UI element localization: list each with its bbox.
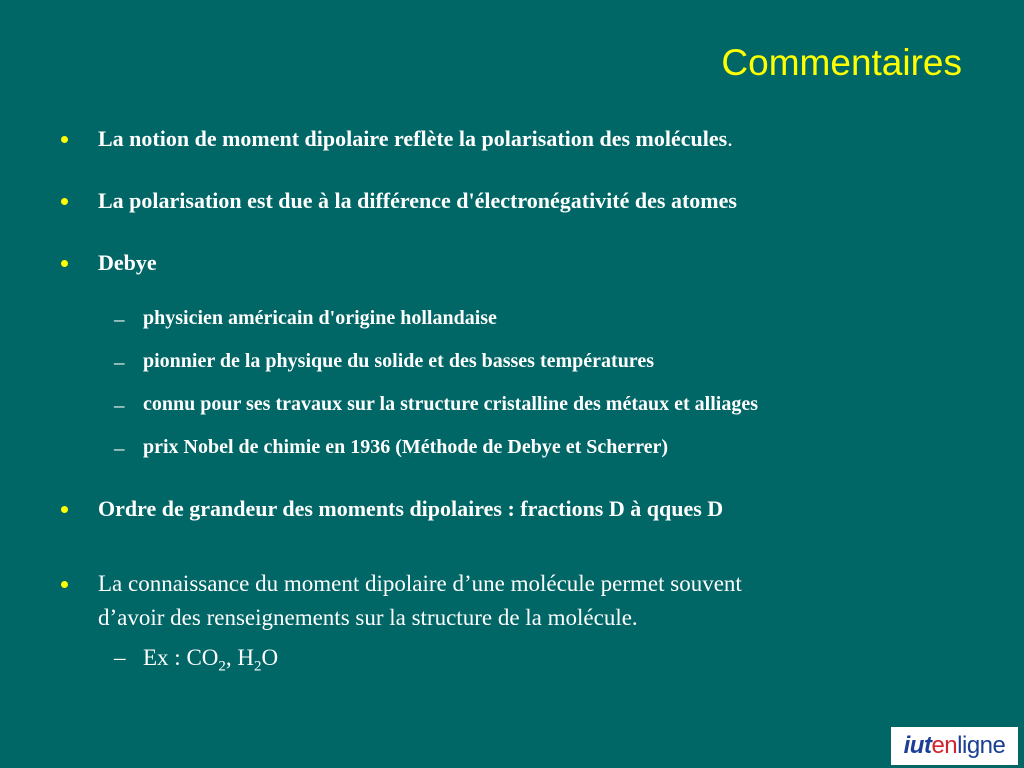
logo-iut: iut — [903, 732, 932, 759]
slide-title: Commentaires — [721, 42, 962, 83]
bullet-dot-icon — [61, 198, 68, 205]
bullet-text-1 — [98, 125, 733, 153]
bullet-dot-icon — [61, 260, 68, 267]
sub-text-3: connu pour ses travaux sur la structure cristalline des métaux et alliages — [143, 393, 758, 415]
bullet-text-5-line1: La connaissance du moment dipolaire d’une molécule permet souvent — [98, 571, 742, 596]
bullet-dot-icon — [61, 581, 68, 588]
example-h: , H — [225, 645, 255, 670]
example-sub-2: 2 — [254, 658, 262, 675]
bullet-text-3: Debye — [98, 250, 157, 275]
dash-marker: – — [114, 350, 125, 374]
dash-marker: – — [114, 436, 125, 460]
bullet-text-2: La polarisation est due à la différence d'électronégativité des atomes — [98, 188, 737, 213]
example-text — [143, 645, 278, 676]
logo-ligne: ligne — [957, 732, 1006, 759]
bullet-text-1-main: La notion de moment dipolaire reflète la polarisation des molécules — [98, 126, 728, 151]
dash-marker: – — [114, 645, 126, 670]
dash-marker: – — [114, 307, 125, 331]
iutenligne-logo — [891, 727, 1018, 765]
sub-text-1: physicien américain d'origine hollandaise — [143, 307, 497, 329]
sub-text-4: prix Nobel de chimie en 1936 (Méthode de Debye et Scherrer) — [143, 436, 669, 458]
bullet-dot-icon — [61, 506, 68, 513]
bullet-text-5-line2: d’avoir des renseignements sur la structure de la molécule. — [98, 605, 638, 630]
logo-en: en — [931, 732, 958, 759]
bullet-dot-icon — [61, 136, 68, 143]
bullet-text-1-period: . — [727, 126, 733, 151]
example-sub-1: 2 — [218, 658, 226, 675]
bullet-text-4: Ordre de grandeur des moments dipolaires : fractions D à qques D — [98, 496, 724, 521]
dash-marker: – — [114, 393, 125, 417]
example-co: Ex : CO — [143, 645, 219, 670]
sub-text-2: pionnier de la physique du solide et des basses températures — [143, 350, 654, 372]
example-o: O — [261, 645, 279, 670]
